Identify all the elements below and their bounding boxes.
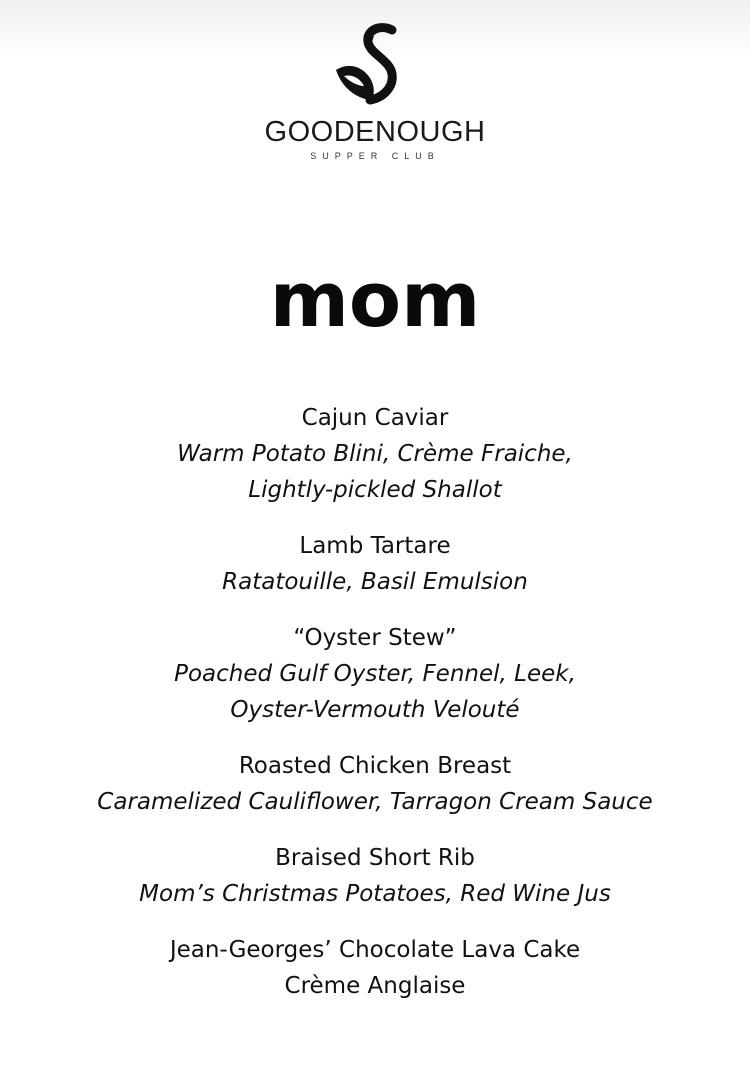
course-item — [0, 620, 750, 728]
course-description: Caramelized Cauliflower, Tarragon Cream Sauce — [97, 789, 653, 815]
brand-subtitle: SUPPER CLUB — [310, 151, 440, 161]
course-name: Lamb Tartare — [299, 533, 451, 559]
course-description: Warm Potato Blini, Crème Fraiche, Lightly-pickled Shallot — [177, 441, 573, 503]
course-list — [0, 400, 750, 1024]
swan-icon — [330, 22, 420, 114]
course-item — [0, 840, 750, 912]
course-item — [0, 748, 750, 820]
course-name: “Oyster Stew” — [293, 625, 457, 651]
course-name: Jean-Georges’ Chocolate Lava Cake — [169, 937, 581, 963]
course-item — [0, 400, 750, 508]
course-name: Braised Short Rib — [275, 845, 475, 871]
brand-name: GOODENOUGH — [264, 116, 486, 148]
brand-logo — [0, 22, 750, 162]
menu-title: mom — [269, 255, 481, 344]
course-item — [0, 932, 750, 1004]
course-description: Poached Gulf Oyster, Fennel, Leek, Oyster-Vermouth Velouté — [174, 661, 576, 723]
course-name: Cajun Caviar — [301, 405, 449, 431]
course-item — [0, 528, 750, 600]
course-description: Mom’s Christmas Potatoes, Red Wine Jus — [139, 881, 611, 907]
course-name: Roasted Chicken Breast — [238, 753, 512, 779]
course-description: Crème Anglaise — [284, 973, 466, 999]
course-description: Ratatouille, Basil Emulsion — [222, 569, 528, 595]
